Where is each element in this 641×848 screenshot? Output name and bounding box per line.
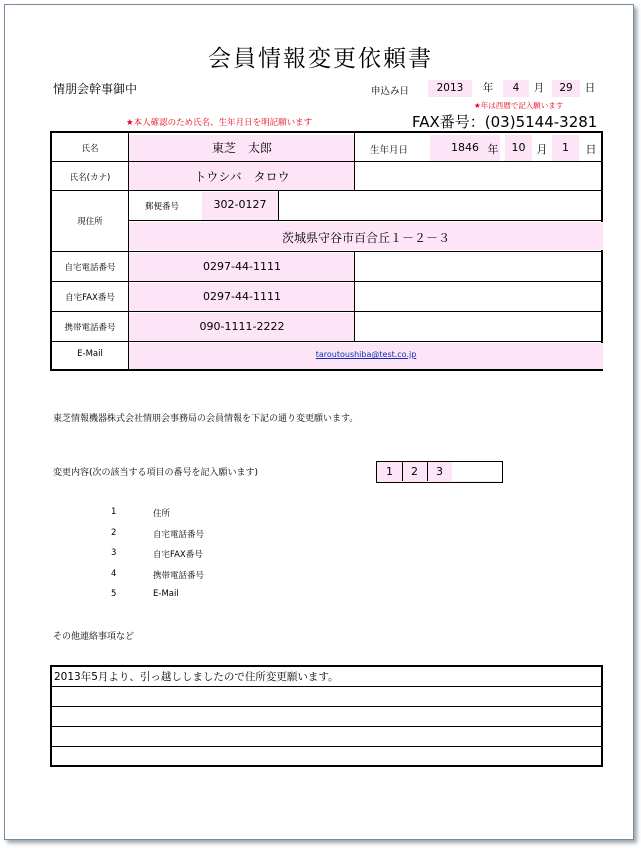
change-number-boxes xyxy=(376,461,503,483)
mobile-field[interactable]: 090-1111-2222 xyxy=(199,320,285,333)
postal-label: 郵便番号 xyxy=(145,202,180,212)
birth-year-unit: 年 xyxy=(487,143,499,156)
option-number-3: 3 xyxy=(111,548,117,558)
birth-day-unit: 日 xyxy=(585,143,597,156)
notes-line-1[interactable]: 2013年5月より、引っ越ししましたので住所変更願います。 xyxy=(54,671,339,683)
birth-month-field[interactable]: 10 xyxy=(511,141,526,154)
application-year-unit: 年 xyxy=(482,82,494,94)
option-text-1: 住所 xyxy=(153,509,171,519)
home-phone-field[interactable]: 0297-44-1111 xyxy=(203,260,281,273)
application-date-label: 申込み日 xyxy=(371,86,410,97)
birth-year-field[interactable]: 1846 xyxy=(451,141,479,154)
document-title: 会員情報変更依頼書 xyxy=(208,46,433,72)
birth-day-field[interactable]: 1 xyxy=(562,141,569,154)
mobile-label: 携帯電話番号 xyxy=(64,323,116,333)
notes-label: その他連絡事項など xyxy=(53,632,135,642)
member-info-table xyxy=(50,131,603,371)
option-number-4: 4 xyxy=(111,569,117,579)
name-label: 氏名 xyxy=(81,144,99,154)
application-month-unit: 月 xyxy=(533,82,545,94)
option-text-5: E-Mail xyxy=(153,589,179,599)
option-text-4: 携帯電話番号 xyxy=(153,571,205,581)
change-box-3[interactable]: 3 xyxy=(436,465,443,478)
application-day-unit: 日 xyxy=(584,82,596,94)
application-day[interactable]: 29 xyxy=(552,80,580,97)
change-box-4[interactable] xyxy=(452,462,477,481)
email-field[interactable]: taroutoushiba@test.co.jp xyxy=(315,350,417,359)
identity-note: ★本人確認のため氏名、生年月日を明記願います xyxy=(126,118,313,128)
home-fax-field[interactable]: 0297-44-1111 xyxy=(203,290,281,303)
address-field[interactable]: 茨城県守谷市百合丘１－２－３ xyxy=(281,231,450,245)
postal-field[interactable]: 302-0127 xyxy=(213,198,267,211)
name-field[interactable]: 東芝 太郎 xyxy=(211,141,272,155)
application-year[interactable]: 2013 xyxy=(428,80,472,97)
home-fax-label: 自宅FAX番号 xyxy=(65,293,115,303)
application-month[interactable]: 4 xyxy=(503,80,529,97)
notes-box xyxy=(50,665,603,767)
option-number-2: 2 xyxy=(111,528,117,538)
option-text-3: 自宅FAX番号 xyxy=(153,550,203,560)
kana-label: 氏名(カナ) xyxy=(69,173,111,183)
change-box-1[interactable]: 1 xyxy=(386,465,393,478)
fax-number: FAX番号：(03)5144-3281 xyxy=(412,113,598,131)
address-label: 現住所 xyxy=(77,217,103,227)
option-number-1: 1 xyxy=(111,507,117,517)
change-box-5[interactable] xyxy=(477,462,502,481)
birth-label: 生年月日 xyxy=(370,145,409,156)
option-number-5: 5 xyxy=(111,589,117,599)
home-phone-label: 自宅電話番号 xyxy=(64,263,116,273)
addressee: 情朋会幹事御中 xyxy=(53,82,138,96)
option-text-2: 自宅電話番号 xyxy=(153,530,205,540)
birth-month-unit: 月 xyxy=(536,143,548,156)
change-label: 変更内容(次の該当する項目の番号を記入願います) xyxy=(53,468,259,478)
request-sentence: 東芝情報機器株式会社情朋会事務局の会員情報を下記の通り変更願います。 xyxy=(53,414,359,424)
kana-field[interactable]: トウシバ タロウ xyxy=(194,170,290,184)
change-box-2[interactable]: 2 xyxy=(411,465,418,478)
year-note: ★年は西暦で記入願います xyxy=(474,101,564,110)
email-label: E-Mail xyxy=(77,349,103,359)
